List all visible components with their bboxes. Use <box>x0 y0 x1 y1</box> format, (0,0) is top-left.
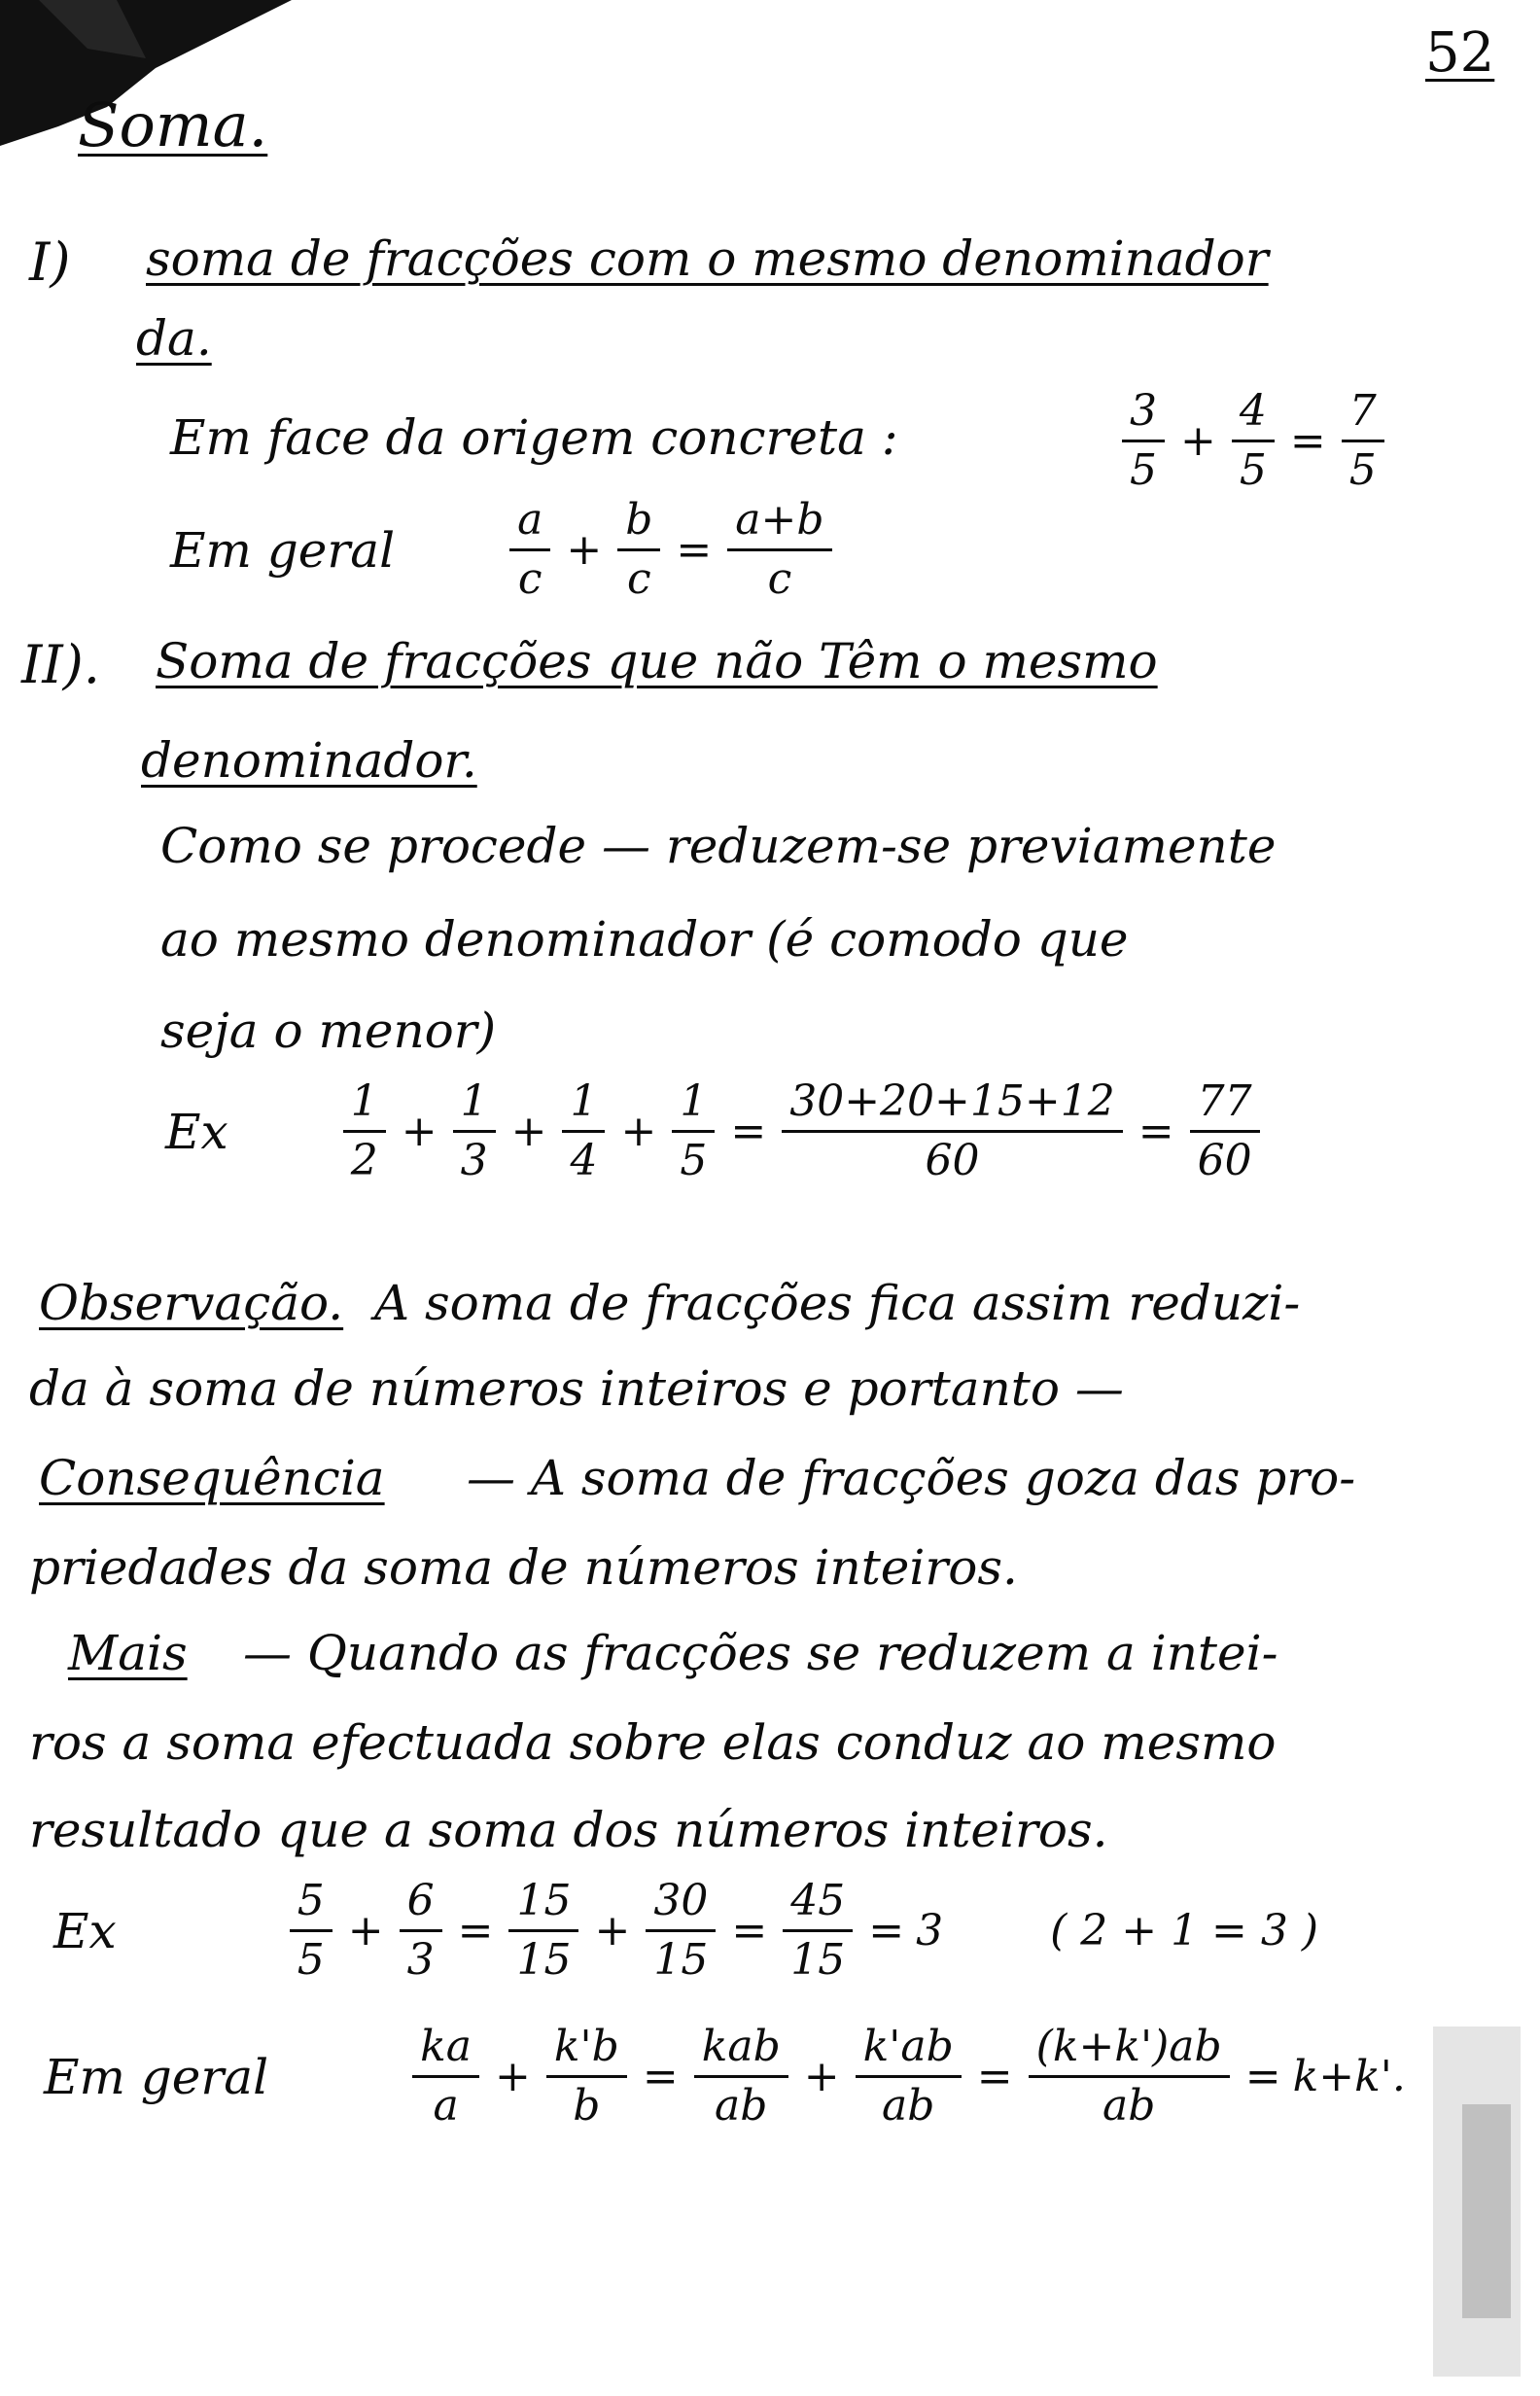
observation-example-equation: Ex $\frac{5}{5}$ + $\frac{6}{3}$ = $\frac{15}{15}$ + $\frac{30}{15}$ = $\frac{45}{15}$ = 3 ( 2 + 1 = 3 ) <box>53 1876 1319 1985</box>
fraction: $\frac{1}{3}$ <box>453 1077 496 1185</box>
section-2-body-line-1: Como se procede — reduzem-se previamente <box>160 818 1277 874</box>
section-2-heading-line-2: denominador. <box>141 732 477 789</box>
observation-line-1: A soma de fracções fica assim reduzi- <box>374 1275 1301 1331</box>
concrete-example-equation: $\frac{3}{5}$ + $\frac{4}{5}$ = $\frac{7}{5}$ <box>1118 387 1388 495</box>
section-1-heading-line-2: da. <box>136 310 212 367</box>
observation-line-4: priedades da soma de números inteiros. <box>29 1539 1018 1596</box>
fraction: $\frac{30}{15}$ <box>646 1877 716 1985</box>
fraction: $\frac{\text{kab}}{ab}$ <box>694 2023 788 2131</box>
fraction: $\frac{1}{2}$ <box>343 1077 386 1185</box>
section-1-marker: I) <box>29 231 71 293</box>
general-result: k+k'. <box>1292 2052 1406 2101</box>
fraction: $\frac{1}{4}$ <box>562 1077 605 1185</box>
fraction: $\frac{45}{15}$ <box>783 1877 853 1985</box>
observation-line-3: — A soma de fracções goza das pro- <box>467 1450 1356 1506</box>
observation-line-6: ros a soma efectuada sobre elas conduz ao mesmo <box>29 1714 1277 1771</box>
section-2-marker: II). <box>21 634 100 695</box>
fraction: $\frac{b}{c}$ <box>617 496 660 604</box>
scan-noise-graphic <box>1404 1988 1540 2396</box>
general-equation-2: Em geral $\frac{ka}{a}$ + $\frac{k'b}{b}$ = $\frac{\text{kab}}{ab}$ + $\frac{k'ab}{ab}$ = $\frac{(k+k')ab}{ab}$ = k+k'. <box>44 2022 1406 2131</box>
fraction: $\frac{77}{60}$ <box>1190 1077 1260 1185</box>
fraction: $\frac{7}{5}$ <box>1342 387 1384 495</box>
general-equation-1: Em geral $\frac{a}{c}$ + $\frac{b}{c}$ = $\frac{a+b}{c}$ <box>170 496 836 604</box>
fraction: $\frac{ka}{a}$ <box>412 2023 479 2131</box>
fraction: $\frac{k'ab}{ab}$ <box>856 2023 962 2131</box>
example-note: ( 2 + 1 = 3 ) <box>1050 1906 1319 1956</box>
fraction: $\frac{a+b}{c}$ <box>727 496 831 604</box>
fraction: $\frac{4}{5}$ <box>1232 387 1275 495</box>
section-2-heading-line-1: Soma de fracções que não Têm o mesmo <box>156 633 1158 689</box>
mais-heading: Mais <box>68 1625 188 1681</box>
fraction: $\frac{3}{5}$ <box>1122 387 1165 495</box>
fraction: $\frac{30+20+15+12}{60}$ <box>782 1077 1123 1185</box>
fraction: $\frac{1}{5}$ <box>672 1077 715 1185</box>
observation-line-7: resultado que a soma dos números inteiros. <box>29 1802 1108 1858</box>
section-2-body-line-2: ao mesmo denominador (é comodo que <box>160 911 1129 968</box>
concrete-origin-text: Em face da origem concreta : <box>170 409 898 466</box>
fraction: $\frac{5}{5}$ <box>290 1877 332 1985</box>
page-title: Soma. <box>78 89 268 160</box>
section-1-heading-line-1: soma de fracções com o mesmo denominador <box>146 230 1269 287</box>
fraction: $\frac{a}{c}$ <box>509 496 550 604</box>
example-result: 3 <box>916 1906 944 1956</box>
observation-heading: Observação. <box>39 1275 344 1331</box>
fraction: $\frac{(k+k')ab}{ab}$ <box>1029 2023 1230 2131</box>
fraction: $\frac{k'b}{b}$ <box>546 2023 627 2131</box>
consequence-heading: Consequência <box>39 1450 385 1506</box>
fraction: $\frac{6}{3}$ <box>400 1877 442 1985</box>
observation-line-2: da à soma de números inteiros e portanto — <box>29 1360 1124 1417</box>
section-2-body-line-3: seja o menor) <box>160 1003 497 1059</box>
fraction: $\frac{15}{15}$ <box>508 1877 578 1985</box>
page-number: 52 <box>1425 21 1495 85</box>
observation-line-5: — Quando as fracções se reduzem a intei- <box>243 1625 1278 1681</box>
section-2-example-equation: Ex $\frac{1}{2}$ + $\frac{1}{3}$ + $\frac{1}{4}$ + $\frac{1}{5}$ = $\frac{30+20+15+12}{60}$ = $\frac{77}{60}$ <box>165 1077 1264 1185</box>
